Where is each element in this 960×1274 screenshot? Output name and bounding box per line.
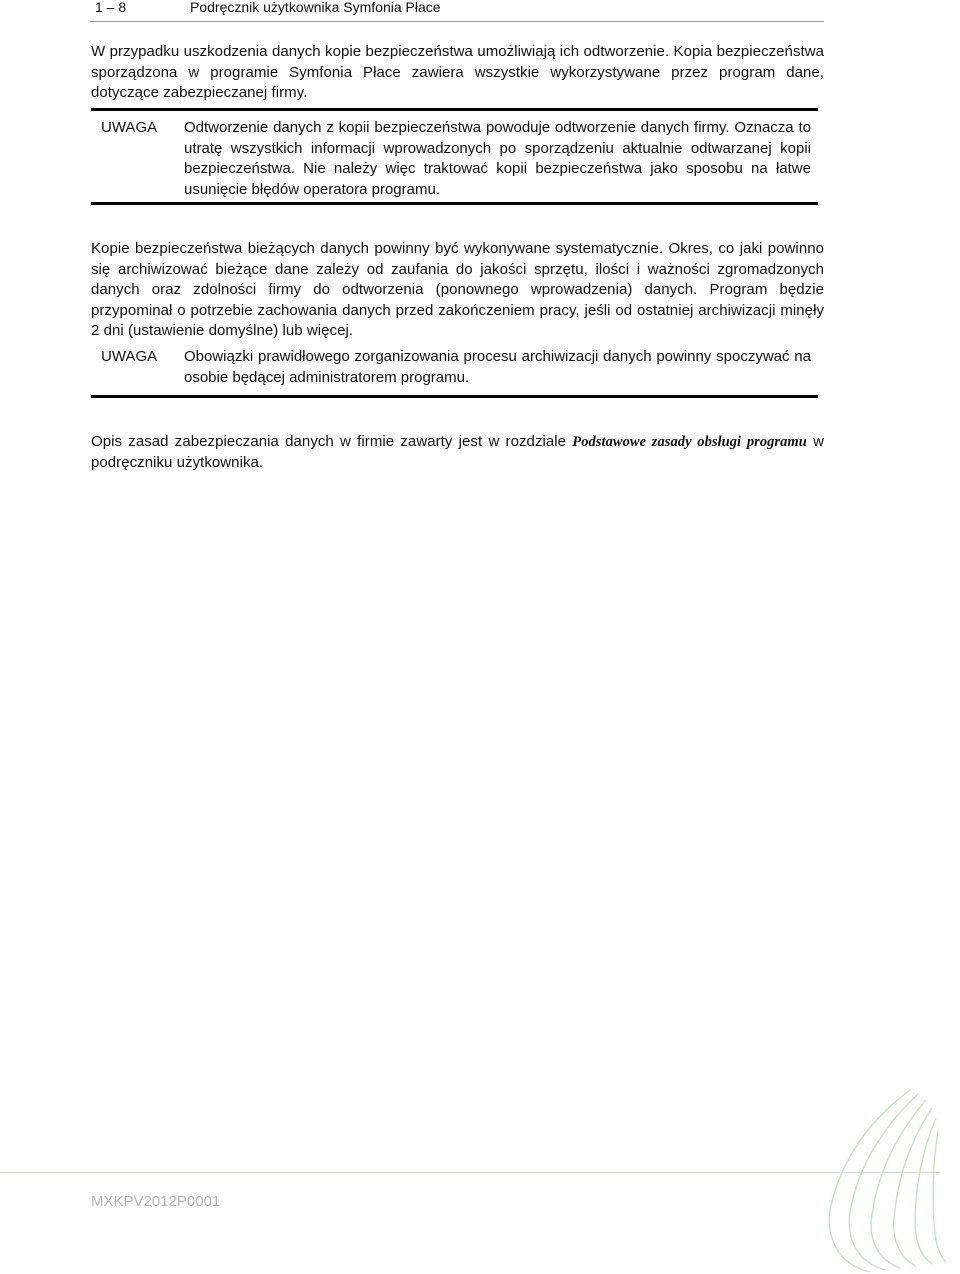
note-bottom-rule [91, 395, 818, 398]
warning-note-restore [91, 108, 818, 205]
schedule-paragraph: Kopie bezpieczeństwa bieżących danych powinny być wykonywane systematycznie. Okres, co jaki powinno się archiwizować bieżące dane zależy od zaufania do jakości sprzętu, ilości i ważności zgromadzonych danych oraz zdolności firmy do odtworzenia (ponownego wprowadzenia) danych. Program będzie przypominał o potrzebie zachowania danych przed zakończeniem pracy, jeśli od ostatniej archiwizacji minęły 2 dni (ustawienie domyślne) lub więcej. [91, 240, 824, 339]
reference-text-after: w podręczniku użytkownika. [91, 433, 825, 471]
document-title: Podręcznik użytkownika Symfonia Płace [190, 0, 441, 15]
swirl-decoration-icon [760, 1080, 960, 1274]
reference-text-before: Opis zasad zabezpieczania danych w firmie zawarty jest w rozdziale [91, 433, 567, 450]
note-label: UWAGA [101, 348, 158, 365]
note-top-rule [91, 108, 818, 111]
intro-paragraph: W przypadku uszkodzenia danych kopie bezpieczeństwa umożliwiają ich odtworzenie. Kopia bezpieczeństwa sporządzona w programie Symfonia Płace zawiera wszystkie wykorzystywane przez program dane, dotyczące zabezpieczanej firmy. [91, 43, 824, 101]
warning-note-admin [91, 345, 818, 399]
footer-rule [0, 1172, 940, 1173]
note-bottom-rule [91, 202, 818, 205]
chapter-reference-link[interactable]: Podstawowe zasady obsługi programu [572, 434, 807, 450]
note-label: UWAGA [101, 119, 158, 136]
reference-paragraph [91, 432, 824, 473]
page-number: 1 – 8 [95, 0, 127, 15]
page-header [90, 0, 824, 22]
footer-code: MXKPV2012P0001 [91, 1193, 221, 1210]
note-text: Obowiązki prawidłowego zorganizowania procesu archiwizacji danych powinny spoczywać na osobie będącej administratorem programu. [184, 348, 811, 386]
note-text: Odtworzenie danych z kopii bezpieczeństwa powoduje odtworzenie danych firmy. Oznacza to utratę wszystkich informacji wprowadzonych po sporządzeniu aktualnie odtwarzanej kopii bezpieczeństwa. Nie należy więc traktować kopii bezpieczeństwa jako sposobu na łatwe usunięcie błędów operatora programu. [184, 119, 811, 198]
